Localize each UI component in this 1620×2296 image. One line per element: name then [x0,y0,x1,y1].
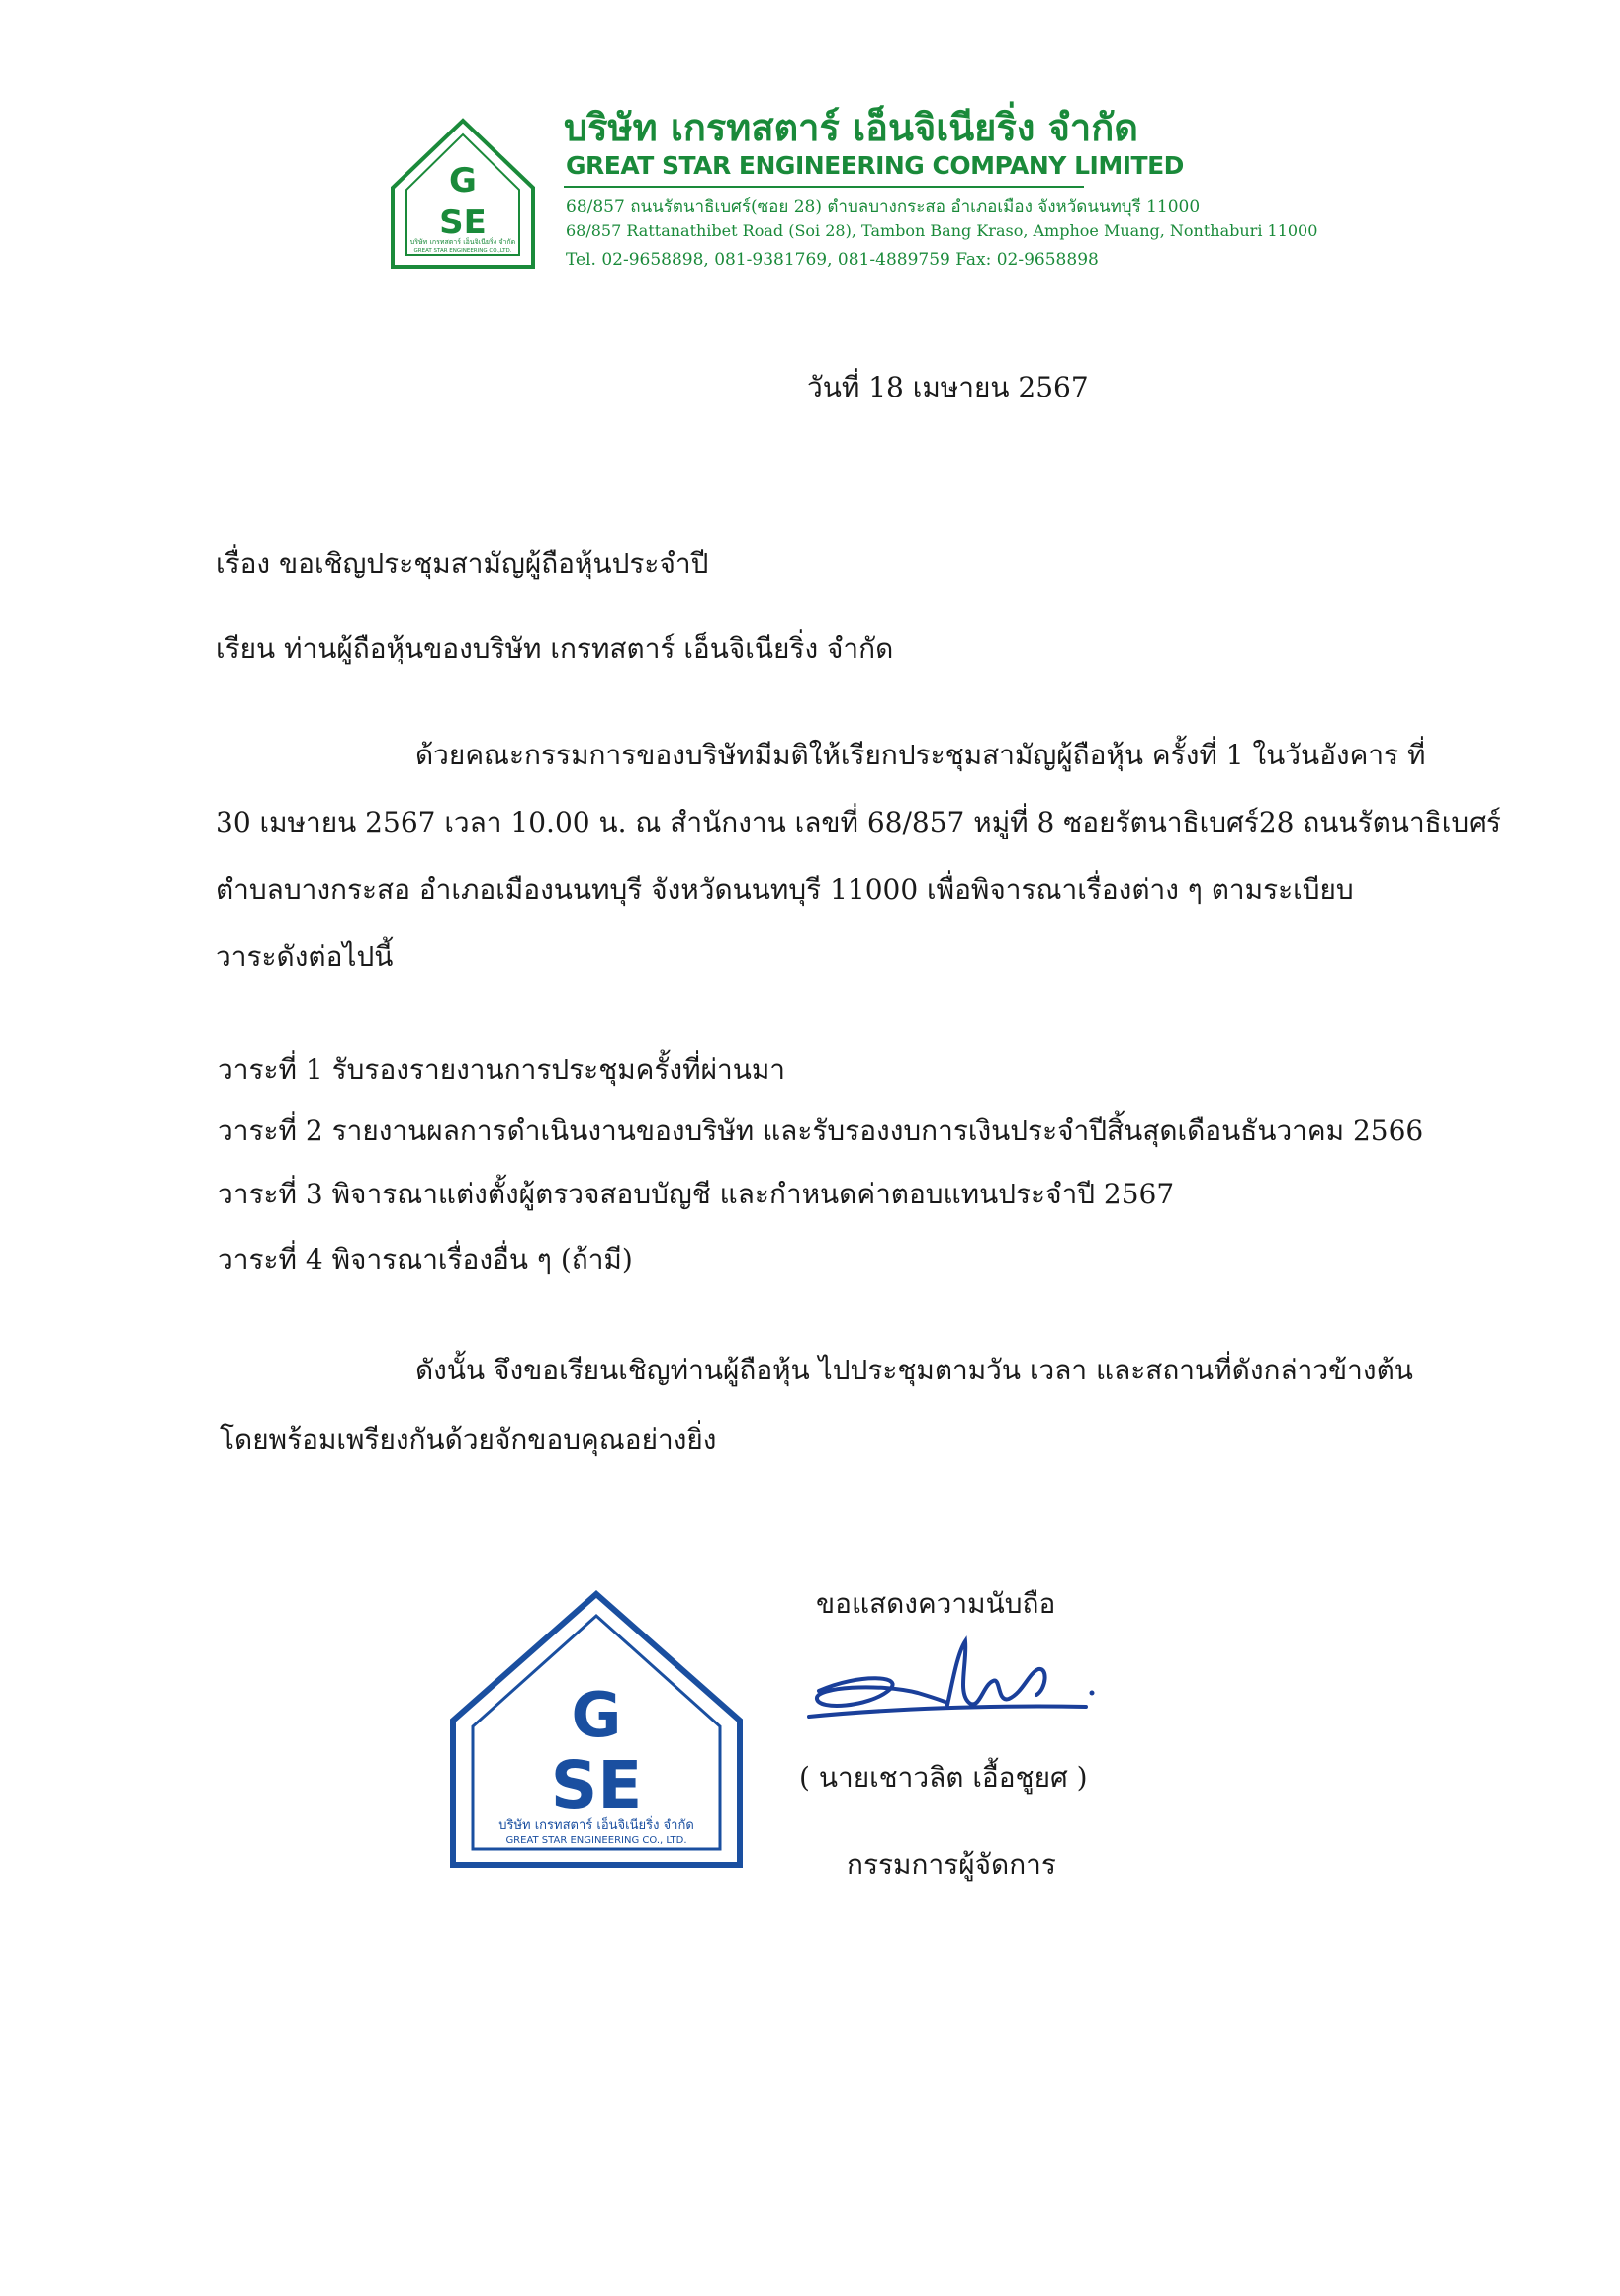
company-stamp [447,1588,746,1871]
agenda-item: วาระที่ 4 พิจารณาเรื่องอื่น ๆ (ถ้ามี) [218,1243,633,1276]
paragraph2-line: ดังนั้น จึงขอเรียนเชิญท่านผู้ถือหุ้น ไปประชุมตามวัน เวลา และสถานที่ดังกล่าวข้างต้น [415,1354,1413,1386]
stamp-caption-th: บริษัท เกรทสตาร์ เอ็นจิเนียริ่ง จำกัด [498,1818,694,1833]
paragraph1-line: ด้วยคณะกรรมการของบริษัทมีมติให้เรียกประชุมสามัญผู้ถือหุ้น ครั้งที่ 1 ในวันอังคาร ที่ [415,739,1426,771]
company-logo [389,117,537,271]
date-line: วันที่ 18 เมษายน 2567 [807,371,1089,403]
paragraph1-line: วาระดังต่อไปนี้ [216,940,394,973]
logo-caption-th: บริษัท เกรทสตาร์ เอ็นจิเนียริ่ง จำกัด [409,238,516,246]
svg-text:SE: SE [550,1747,643,1823]
signer-title: กรรมการผู้จัดการ [847,1848,1056,1881]
svg-text:G: G [571,1679,622,1751]
agenda-item: วาระที่ 3 พิจารณาแต่งตั้งผู้ตรวจสอบบัญชี และกำหนดค่าตอบแทนประจำปี 2567 [218,1178,1175,1210]
company-name-th: บริษัท เกรทสตาร์ เอ็นจิเนียริ่ง จำกัด [564,106,1138,149]
agenda-item: วาระที่ 1 รับรองรายงานการประชุมครั้งที่ผ่านมา [218,1053,786,1086]
svg-text:SE: SE [439,203,487,242]
logo-caption-en: GREAT STAR ENGINEERING CO.,LTD. [413,248,512,254]
paragraph1-line: 30 เมษายน 2567 เวลา 10.00 น. ณ สำนักงาน เลขที่ 68/857 หมู่ที่ 8 ซอยรัตนาธิเบศร์28 ถนนรัตนาธิเบศร์ [216,806,1501,839]
signer-name: ( นายเชาวลิต เอื้อชูยศ ) [799,1761,1088,1794]
contact-line: Tel. 02-9658898, 081-9381769, 081-4889759 Fax: 02-9658898 [566,250,1099,270]
agenda-item: วาระที่ 2 รายงานผลการดำเนินงานของบริษัท และรับรองงบการเงินประจำปีสิ้นสุดเดือนธันวาคม 2566 [218,1114,1424,1147]
address-th: 68/857 ถนนรัตนาธิเบศร์(ซอย 28) ตำบลบางกระสอ อำเภอเมือง จังหวัดนนทบุรี 11000 [566,197,1201,217]
address-en: 68/857 Rattanathibet Road (Soi 28), Tambon Bang Kraso, Amphoe Muang, Nonthaburi 11000 [566,221,1318,240]
closing-line: ขอแสดงความนับถือ [816,1587,1056,1620]
stamp-caption-en: GREAT STAR ENGINEERING CO., LTD. [505,1835,687,1846]
company-name-en: GREAT STAR ENGINEERING COMPANY LIMITED [566,151,1184,180]
paragraph1-line: ตำบลบางกระสอ อำเภอเมืองนนทบุรี จังหวัดนนทบุรี 11000 เพื่อพิจารณาเรื่องต่าง ๆ ตามระเบียบ [216,873,1354,906]
svg-text:G: G [449,161,477,201]
handwritten-signature [799,1634,1096,1742]
subject-line: เรื่อง ขอเชิญประชุมสามัญผู้ถือหุ้นประจำปี [216,547,709,579]
header-divider [564,186,1084,188]
paragraph2-line: โดยพร้อมเพรียงกันด้วยจักขอบคุณอย่างยิ่ง [220,1423,717,1456]
recipient-line: เรียน ท่านผู้ถือหุ้นของบริษัท เกรทสตาร์ เอ็นจิเนียริ่ง จำกัด [216,632,894,664]
